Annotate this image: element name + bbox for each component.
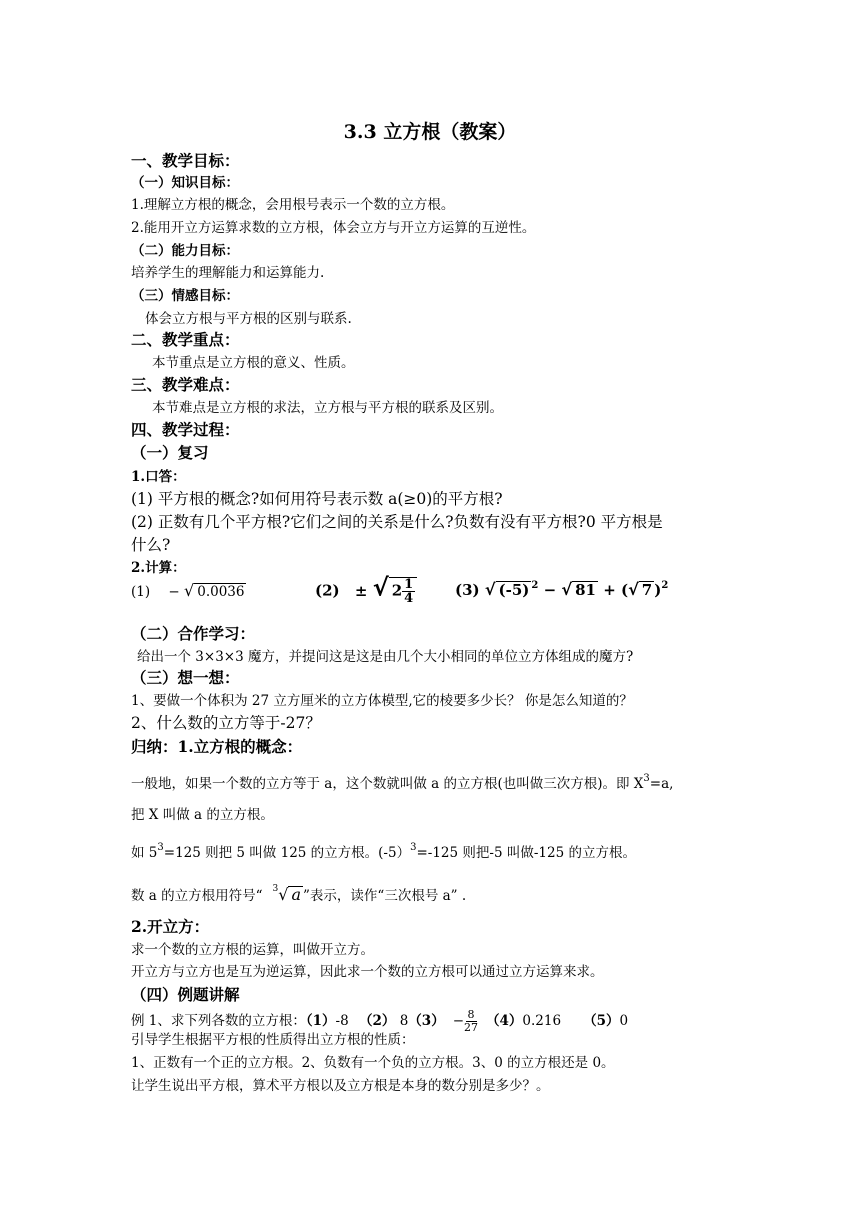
radical-icon: √ (278, 885, 289, 904)
example-1-index-1: （1） (305, 1013, 336, 1029)
think-question-2: 2、什么数的立方等于-27？ (131, 714, 321, 732)
ability-goal-text: 培养学生的理解能力和运算能力. (131, 265, 325, 281)
properties-text: 1、正数有一个正的立方根。2、负数有一个负的立方根。3、0 的立方根还是 0。 (131, 1055, 615, 1071)
key-points-text: 本节重点是立方根的意义、性质。 (152, 355, 355, 371)
example-1-index-4: （4） (486, 1013, 523, 1029)
calc-2-sign: ± (354, 581, 368, 600)
oral-heading: 1.口答： (131, 469, 186, 485)
example-1-text: 例 1、求下列各数的立方根： (131, 1013, 306, 1029)
example-1-index-3: （3） (408, 1013, 445, 1029)
symbol-text-a: 数 a 的立方根用符号“ (131, 888, 263, 904)
example-1-value-2: 8 (395, 1013, 409, 1029)
example-line (131, 844, 636, 862)
knowledge-goal-1: 1.理解立方根的概念，会用根号表示一个数的立方根。 (131, 197, 455, 213)
open-cube-text-2: 开立方与立方也是互为逆运算，因此求一个数的立方根可以通过立方运算来求。 (131, 964, 604, 980)
example-1-value-4: 0.216 (522, 1013, 562, 1029)
section-heading-key-points: 二、教学重点： (131, 330, 240, 349)
example-1-index-5: （5） (583, 1013, 620, 1029)
calc-1-sign: − (168, 584, 180, 600)
calc-3-exponent-1: 2 (531, 580, 539, 591)
section-heading-difficulties: 三、教学难点： (131, 375, 240, 394)
calc-1-label: (1) (131, 584, 151, 600)
calc-3-radicand-3: 7 (639, 581, 654, 598)
example-1-numerator: 8 (467, 1008, 475, 1021)
section-heading-goals: 一、教学目标： (131, 151, 240, 170)
example-1-value-1: -8 (335, 1013, 353, 1029)
radical-icon: √ (372, 573, 389, 602)
review-heading: （一）复习 (131, 443, 209, 462)
calc-3-radicand-1: (-5) (496, 581, 532, 598)
open-cube-text-1: 求一个数的立方根的运算，叫做开立方。 (131, 942, 374, 958)
calc-item-1 (131, 582, 246, 601)
knowledge-goal-2: 2.能用开立方运算求数的立方根，体会立方与开立方运算的互逆性。 (131, 220, 536, 236)
example-1-value-5: 0 (619, 1013, 629, 1029)
example-text-a: 如 5 (131, 845, 158, 861)
calc-3-label: (3) (455, 581, 480, 599)
definition-exponent: 3 (643, 773, 650, 784)
open-cube-heading: 2.开立方： (131, 917, 210, 936)
calc-2-whole: 2 (391, 581, 403, 600)
question-text: 让学生说出平方根，算术平方根以及立方根是本身的数分别是多少？。 (131, 1078, 550, 1094)
emotion-goal-heading: （三）情感目标： (131, 288, 239, 304)
oral-question-2: (2) 正数有几个平方根?它们之间的关系是什么?负数有没有平方根?0 平方根是 (131, 513, 663, 531)
guide-text: 引导学生根据平方根的性质得出立方根的性质： (131, 1032, 415, 1048)
cooperative-heading: （二）合作学习： (131, 624, 256, 643)
calc-item-2 (315, 573, 417, 606)
example-exponent-2: 3 (410, 842, 417, 853)
difficulties-text: 本节难点是立方根的求法，立方根与平方根的联系及区别。 (152, 400, 503, 416)
calc-3-plus: + (603, 581, 616, 599)
definition-line-2: 把 X 叫做 a 的立方根。 (131, 807, 274, 823)
cooperative-text: 给出一个 3×3×3 魔方，并提问这是这是由几个大小相同的单位立方体组成的魔方? (137, 649, 634, 665)
emotion-goal-text: 体会立方根与平方根的区别与联系. (145, 311, 352, 327)
knowledge-goal-heading: （一）知识目标： (131, 175, 239, 191)
calc-heading: 2.计算： (131, 560, 186, 576)
radical-icon: √ (561, 580, 573, 599)
think-heading: （三）想一想： (131, 668, 240, 687)
example-1-negative: − (452, 1013, 465, 1029)
calc-2-denominator: 4 (404, 591, 414, 606)
symbol-text-b: ”表示，读作“三次根号 a” . (303, 888, 467, 904)
cube-root-variable: a (288, 886, 303, 903)
calc-3-exponent-2: 2 (661, 580, 669, 591)
radical-icon: √ (628, 580, 639, 599)
example-1-index-2: （2） (359, 1013, 396, 1029)
ability-goal-heading: （二）能力目标： (131, 243, 239, 259)
oral-question-1: (1) 平方根的概念?如何用符号表示数 a(≥0)的平方根? (131, 490, 503, 508)
section-heading-process: 四、教学过程： (131, 420, 240, 439)
example-text-c: =-125 则把-5 叫做-125 的立方根。 (416, 845, 636, 861)
example-heading: （四）例题讲解 (131, 985, 240, 1004)
think-question-1: 1、要做一个体积为 27 立方厘米的立方体模型,它的棱要多少长？ 你是怎么知道的？ (131, 693, 633, 709)
definition-text: 一般地，如果一个数的立方等于 a，这个数就叫做 a 的立方根(也叫做三次方根)。即 X (131, 776, 644, 792)
symbol-line (131, 886, 466, 905)
oral-question-2-cont: 什么? (131, 536, 171, 554)
example-1-denominator: 27 (464, 1021, 479, 1034)
calc-1-radicand: 0.0036 (194, 583, 246, 600)
example-exponent-1: 3 (157, 842, 164, 853)
radical-icon: √ (484, 580, 496, 599)
calc-3-minus: − (543, 581, 557, 599)
calc-2-numerator: 1 (404, 577, 414, 592)
summary-heading: 归纳：1.立方根的概念： (131, 737, 303, 756)
calc-2-radicand (389, 577, 417, 605)
calc-item-3: (3) √ (-5) $^2$ − √ 81 + (√ 7 )$^2$ (455, 580, 669, 599)
example-text-b: =125 则把 5 叫做 125 的立方根。(-5） (163, 845, 411, 861)
definition-line-1 (131, 775, 673, 793)
page-title: 3.3 立方根（教案） (343, 121, 517, 143)
radical-icon: √ (184, 581, 195, 600)
cube-root-index: 3 (272, 884, 279, 894)
definition-text-end: =a, (649, 776, 674, 792)
calc-2-label: (2) (315, 581, 340, 600)
calc-3-radicand-2: 81 (572, 581, 598, 598)
